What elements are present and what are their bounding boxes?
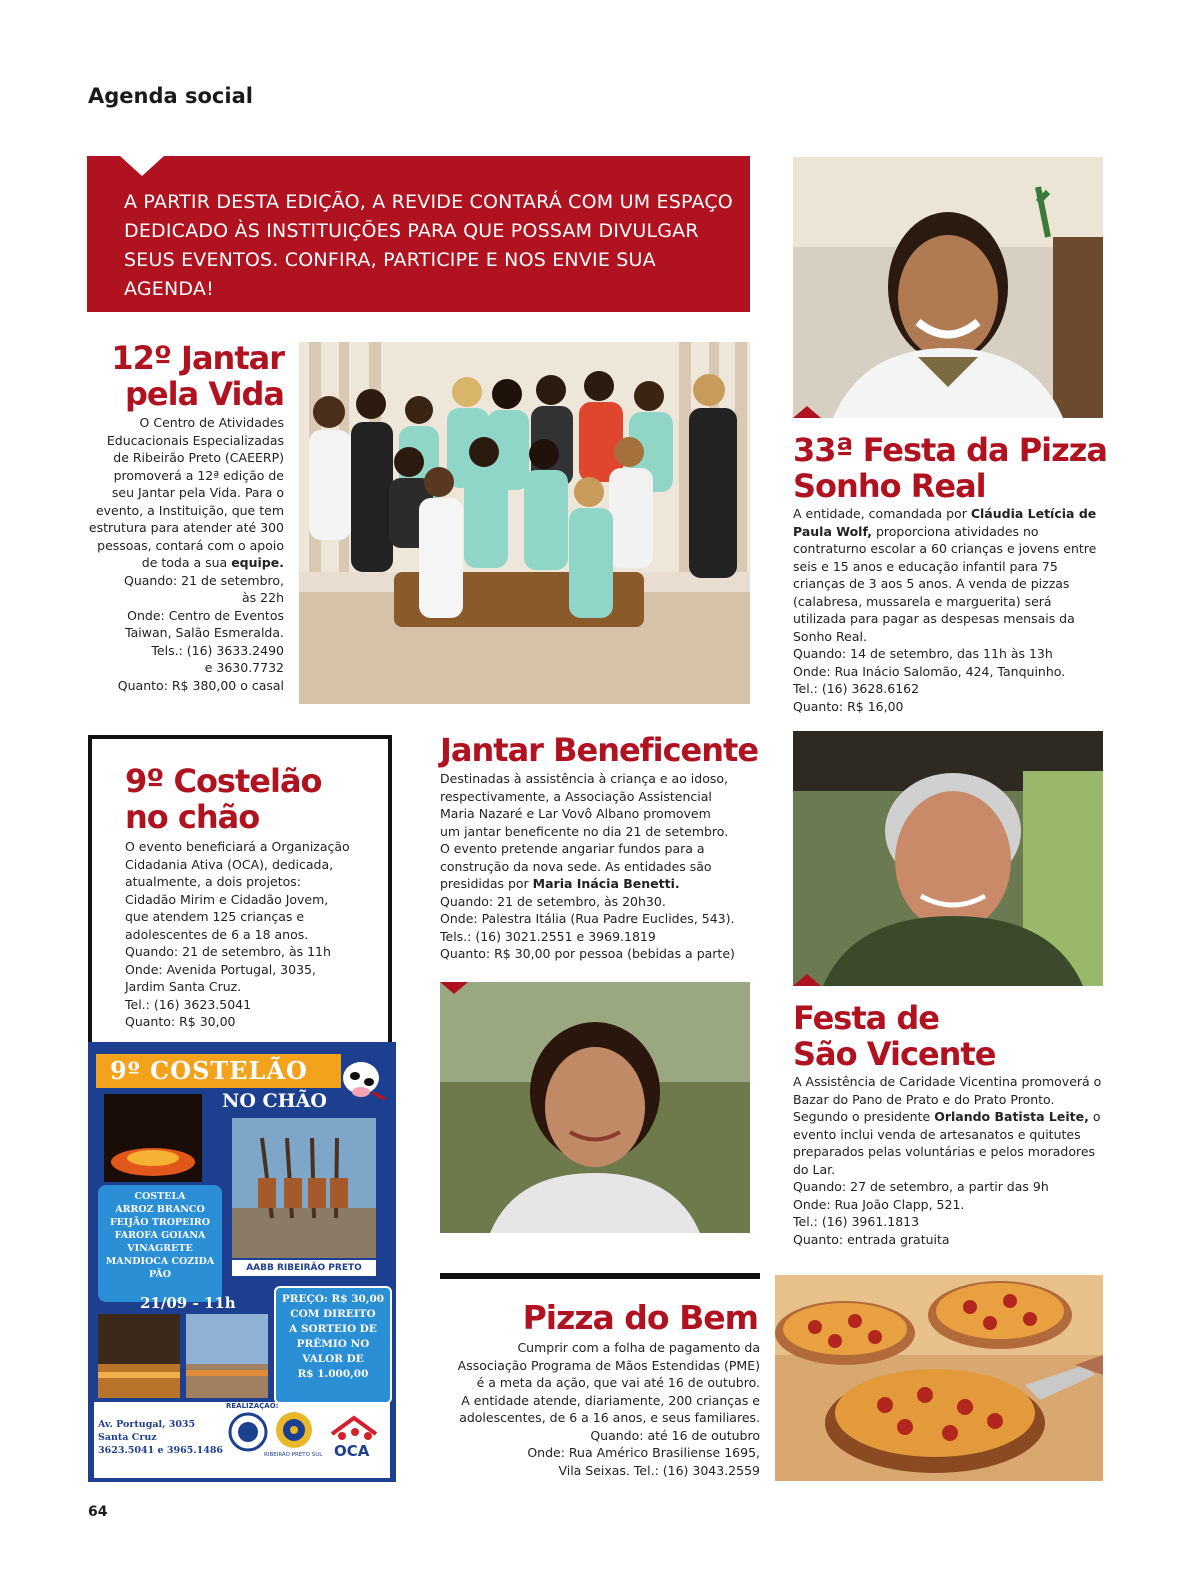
text-span: de toda a sua <box>141 555 228 570</box>
title-line: 33ª Festa da Pizza <box>793 431 1107 469</box>
text-line: Associação Programa de Mãos Estendidas (PME) <box>457 1357 760 1373</box>
text-line: promoverá a 12ª edição de <box>113 467 284 483</box>
photo-corner-marker <box>793 974 821 986</box>
bold-span: Orlando Batista Leite, <box>934 1109 1089 1124</box>
text-line: construção da nova sede. As entidades são <box>440 858 712 874</box>
menu-item: VINAGRETE <box>127 1243 193 1254</box>
detail-line: Onde: Rua Inácio Salomão, 424, Tanquinho. <box>793 663 1066 679</box>
detail-line: Onde: Rua Américo Brasiliense 1695, <box>527 1445 760 1460</box>
poster-date: 21/09 - 11h <box>140 1294 236 1312</box>
menu-item: FAROFA GOIANA <box>114 1230 206 1241</box>
price-line: R$ 1.000,00 <box>297 1368 369 1380</box>
poster-address <box>98 1418 223 1457</box>
poster-subtitle: NO CHÃO <box>222 1090 327 1112</box>
detail-line: Quando: 21 de setembro, <box>124 572 284 588</box>
title-line: Festa de <box>793 999 939 1037</box>
costelao-body <box>125 838 387 1031</box>
text-line: Maria Nazaré e Lar Vovô Albano promovem <box>440 806 711 821</box>
page-number: 64 <box>88 1504 108 1520</box>
detail-line: Tel.: (16) 3628.6162 <box>793 681 920 696</box>
intro-banner-text <box>124 188 734 304</box>
title-line: 12º Jantar <box>111 339 284 377</box>
detail-line: Quanto: R$ 30,00 <box>125 1014 236 1029</box>
address-line: Av. Portugal, 3035 <box>98 1419 196 1430</box>
detail-line: Tel.: (16) 3623.5041 <box>125 996 252 1012</box>
text-line: adolescentes de 6 a 18 anos. <box>125 926 309 942</box>
portrait-maria <box>440 982 750 1233</box>
banner-line: SEUS EVENTOS. CONFIRA, PARTICIPE E NOS ENVIE SUA AGENDA! <box>124 249 656 300</box>
title-line: São Vicente <box>793 1035 996 1073</box>
detail-line: Quanto: entrada gratuita <box>793 1231 950 1247</box>
photo-corner-marker <box>793 406 821 418</box>
text-line: Cidadão Mirim e Cidadão Jovem, <box>125 891 329 907</box>
detail-line: Taiwan, Salão Esmeralda. <box>125 625 284 640</box>
menu-item: MANDIOCA COZIDA <box>105 1256 215 1267</box>
portrait-claudia <box>793 157 1103 418</box>
menu-item: FEIJÃO TROPEIRO <box>109 1217 211 1228</box>
text-line: é a meta da ação, que vai até 16 de outubro. <box>476 1375 760 1390</box>
detail-line: Tel.: (16) 3961.1813 <box>793 1214 920 1229</box>
rotary-logo-caption: RIBEIRÃO PRETO SUL <box>264 1452 323 1458</box>
price-line: PREÇO: R$ 30,00 <box>281 1293 385 1305</box>
group-photo <box>299 342 750 704</box>
costelao-title <box>125 763 375 835</box>
detail-line: Vila Seixas. Tel.: (16) 3043.2559 <box>558 1462 760 1478</box>
jantar-vida-title <box>90 340 284 412</box>
text-span: presididas por <box>440 876 529 891</box>
festa-pizza-title <box>793 432 1123 504</box>
text-line: seu Jantar pela Vida. Para o <box>111 485 284 500</box>
text-span: proporciona atividades no contraturno escolar a 60 crianças e jovens entre seis e 15 anos e educação infantil para 75 crianças de 3 aos 5 anos. A venda de pizzas (calabresa, mussarela e marguerita) será utilizada para pagar as despesas mensais da Sonho Real. <box>793 523 1097 644</box>
detail-line: Quando: 14 de setembro, das 11h às 13h <box>793 646 1053 661</box>
detail-line: Quando: 21 de setembro, às 11h <box>125 944 331 959</box>
pizza-bem-body <box>420 1339 760 1479</box>
detail-line: Tels.: (16) 3021.2551 e 3969.1819 <box>440 928 656 944</box>
pizza-bem-title: Pizza do Bem <box>522 1298 758 1337</box>
address-line: Santa Cruz <box>98 1432 157 1443</box>
title-line: Sonho Real <box>793 467 986 505</box>
text-line: A entidade atende, diariamente, 200 crianças e <box>461 1392 760 1408</box>
detail-line: Onde: Rua João Clapp, 521. <box>793 1196 965 1212</box>
text-line: O evento pretende angariar fundos para a <box>440 841 705 856</box>
portrait-illustration <box>440 982 750 1233</box>
text-line: O evento beneficiará a Organização <box>125 839 350 854</box>
photo-corner-marker <box>440 982 468 994</box>
detail-line: Quanto: R$ 16,00 <box>793 698 904 714</box>
price-line: COM DIREITO <box>290 1308 376 1320</box>
text-line: um jantar beneficente no dia 21 de setembro. <box>440 823 729 839</box>
address-line: 3623.5041 e 3965.1486 <box>98 1445 224 1456</box>
jantar-vida-body <box>84 414 284 694</box>
banner-notch <box>120 156 164 176</box>
price-line: A SORTEIO DE <box>289 1323 377 1335</box>
detail-line: Quando: até 16 de outubro <box>590 1427 760 1443</box>
detail-line: Quanto: R$ 380,00 o casal <box>117 677 284 693</box>
poster-title: 9º COSTELÃO <box>110 1056 308 1085</box>
poster-price-box <box>274 1286 392 1404</box>
detail-line: às 22h <box>242 590 284 605</box>
text-line: respectivamente, a Associação Assistencial <box>440 788 712 804</box>
section-divider <box>440 1273 760 1279</box>
sao-vicente-body <box>793 1073 1103 1248</box>
text-line <box>84 554 284 572</box>
text-line: de Ribeirão Preto (CAEERP) <box>113 450 284 465</box>
menu-item: COSTELA <box>134 1191 186 1202</box>
poster-menu <box>98 1185 222 1302</box>
text-span: A entidade, comandada por <box>793 506 967 521</box>
aabb-logo-icon <box>228 1412 268 1452</box>
text-line: Cumprir com a folha de pagamento da <box>517 1340 760 1355</box>
detail-line: Tels.: (16) 3633.2490 <box>151 642 284 658</box>
poster-fire-photo <box>104 1094 202 1182</box>
menu-item: PÃO <box>148 1269 172 1280</box>
detail-line: e 3630.7732 <box>204 660 284 675</box>
text-line: Cidadania Ativa (OCA), dedicada, <box>125 856 334 872</box>
section-label: Agenda social <box>88 84 253 108</box>
poster-event-photo-1 <box>98 1314 180 1398</box>
cow-mascot-icon <box>333 1048 389 1104</box>
text-line: Educacionais Especializadas <box>106 432 284 448</box>
title-line: pela Vida <box>125 375 284 413</box>
text-span: o evento inclui venda de artesanatos e quitutes preparados pelas voluntárias e pelos moradores do Lar. <box>793 1109 1101 1177</box>
portrait-illustration <box>793 731 1103 986</box>
text-line: que atendem 125 crianças e <box>125 909 305 924</box>
pizza-photo <box>775 1275 1103 1481</box>
title-line: 9º Costelão <box>125 762 322 800</box>
bold-span: Cláudia Letícia de Paula Wolf, <box>793 506 1097 539</box>
text-line: adolescentes, de 6 a 16 anos, e seus familiares. <box>459 1410 760 1425</box>
portrait-illustration <box>793 157 1103 418</box>
price-line: VALOR DE <box>302 1353 364 1365</box>
detail-line: Quando: 27 de setembro, a partir das 9h <box>793 1179 1049 1194</box>
rotary-logo-icon <box>274 1410 314 1450</box>
text-line: pessoas, contará com o apoio <box>97 537 284 553</box>
festa-pizza-body <box>793 505 1105 715</box>
poster-realizacao: REALIZAÇÃO: <box>226 1402 279 1410</box>
jantar-beneficente-title: Jantar Beneficente <box>440 731 759 769</box>
sao-vicente-title <box>793 1000 1113 1072</box>
menu-item: ARROZ BRANCO <box>115 1204 205 1215</box>
text-line: estrutura para atender até 300 <box>88 520 284 535</box>
poster-meat-photo <box>232 1118 376 1258</box>
text-span: A Assistência de Caridade Vicentina promoverá o Bazar do Pano de Prato e do Prato Pronto. Segundo o presidente <box>793 1074 1102 1124</box>
jantar-beneficente-body <box>440 770 760 963</box>
price-line: PRÊMIO NO <box>296 1338 370 1350</box>
title-line: no chão <box>125 798 260 836</box>
pizza-illustration <box>775 1275 1103 1481</box>
poster-venue-caption: AABB RIBEIRÃO PRETO <box>232 1260 376 1276</box>
bold-span: Maria Inácia Benetti. <box>532 876 680 891</box>
banner-line: DEDICADO ÀS INSTITUIÇÕES PARA QUE POSSAM DIVULGAR <box>124 220 699 242</box>
text-line: evento, a Instituição, que tem <box>95 502 284 518</box>
banner-line: A PARTIR DESTA EDIÇÃO, A REVIDE CONTARÁ COM UM ESPAÇO <box>124 191 733 213</box>
text-line: O Centro de Atividades <box>139 415 284 430</box>
portrait-orlando <box>793 731 1103 986</box>
text-line: Destinadas à assistência à criança e ao idoso, <box>440 771 729 786</box>
detail-line: Onde: Palestra Itália (Rua Padre Euclides, 543). <box>440 911 735 926</box>
detail-line: Onde: Centro de Eventos <box>127 607 284 623</box>
group-photo-illustration <box>299 342 750 704</box>
bold-span: equipe. <box>231 555 284 570</box>
detail-line: Quanto: R$ 30,00 por pessoa (bebidas a parte) <box>440 946 735 961</box>
costelao-poster <box>88 1042 396 1482</box>
oca-logo-text: OCA <box>334 1442 370 1460</box>
text-line <box>440 875 760 893</box>
detail-line: Onde: Avenida Portugal, 3035, <box>125 961 316 977</box>
detail-line: Quando: 21 de setembro, às 20h30. <box>440 893 666 909</box>
costelao-frame-right <box>388 735 392 1042</box>
poster-event-photo-2 <box>186 1314 268 1398</box>
text-line: atualmente, a dois projetos: <box>125 874 302 889</box>
detail-line: Jardim Santa Cruz. <box>125 979 242 994</box>
